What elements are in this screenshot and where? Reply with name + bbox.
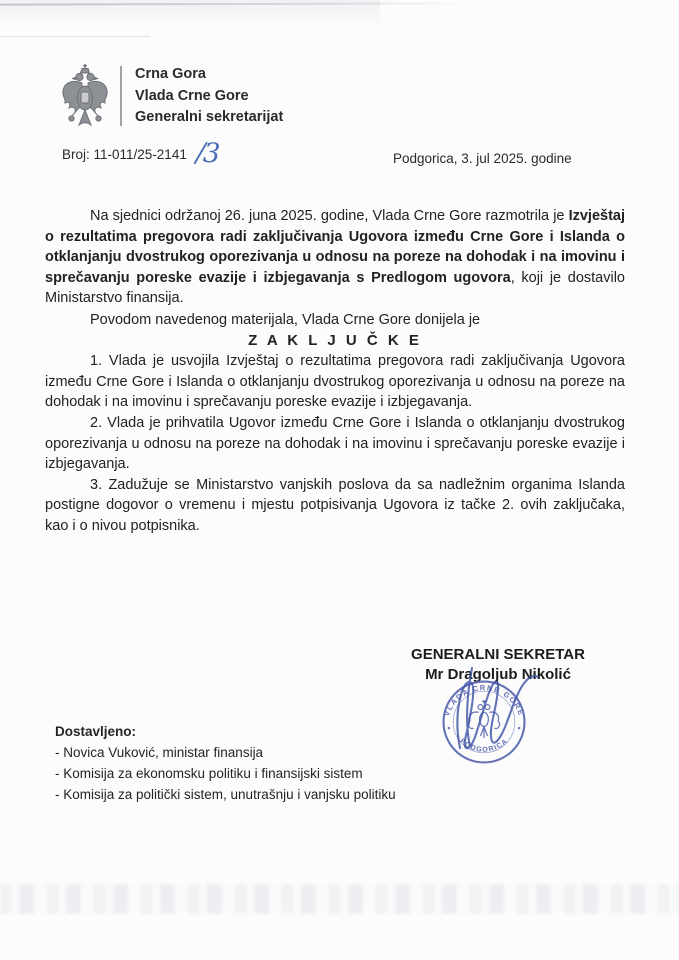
stamp-ring-text-bottom: PODGORICA — [458, 736, 510, 754]
conclusions-heading: Z A K L J U Č K E — [248, 331, 422, 349]
signature-scrawl-icon — [432, 652, 564, 774]
letterhead-department: Generalni sekretarijat — [135, 109, 284, 125]
distribution-label: Dostavljeno: — [55, 724, 137, 739]
signatory-title: GENERALNI SEKRETAR — [411, 646, 585, 663]
conclusion-item-3: 3. Zadužuje se Ministarstvo vanjskih poslova da sa nadležnim organima Islanda postigne dogovor o vremenu i mjestu potpisivanja Ugovora iz tačke 2. ovih zaključaka, kao i o nivou potpisnika. — [45, 476, 625, 534]
signatory-name: Mr Dragoljub Nikolić — [425, 665, 571, 683]
paragraph-intro-end: , koji je dostavilo Ministarstvo finansija. — [45, 269, 625, 307]
reference-number: Broj: 11-011/25-2141 — [62, 147, 187, 162]
report-title-bold: Izvještaj o rezultatima pregovora radi zaključivanja Ugovora između Crne Gore i Islanda o otklanjanju dvostrukog oporezivanja u odnosu na poreze na dohodak i na imovinu i sprečavanju poreske evazije i izbjegavanja s Predlogom ugovora — [45, 208, 625, 286]
distribution-item-3: - Komisija za politički sistem, unutrašnju i vanjsku politiku — [55, 787, 396, 802]
letterhead-divider — [120, 66, 122, 126]
conclusion-item-1: 1. Vlada je usvojila Izvještaj o rezultatima pregovora radi zaključivanja Ugovora između Crne Gore i Islanda o otklanjanju dvostrukog oporezivanja u odnosu na poreze na dohodak i na imovinu i sprečavanju poreske evazije i izbjegavanja. — [45, 353, 625, 411]
distribution-item-2: - Komisija za ekonomsku politiku i finansijski sistem — [55, 766, 363, 781]
paragraph-intro-start: Na sjednici održanoj 26. juna 2025. godine, Vlada Crne Gore razmotrila je — [90, 208, 569, 224]
distribution-item-1: - Novica Vuković, ministar finansija — [55, 745, 264, 760]
paragraph-intro — [45, 206, 625, 309]
scan-bleedthrough-band — [0, 884, 679, 914]
letterhead-country: Crna Gora — [135, 66, 206, 82]
montenegro-coat-of-arms-icon — [60, 64, 110, 128]
stamp-ring-text-top: VLADA CRNE GORE — [441, 683, 527, 718]
letterhead-government: Vlada Crne Gore — [135, 87, 249, 104]
scan-artifact-line — [0, 36, 150, 37]
distribution-list — [55, 721, 396, 805]
document-body — [45, 206, 625, 537]
handwritten-case-suffix: /3 — [195, 137, 220, 170]
place-and-date: Podgorica, 3. jul 2025. godine — [393, 151, 572, 166]
conclusion-item-2: 2. Vlada je prihvatila Ugovor između Crne Gore i Islanda o otklanjanju dvostrukog oporezivanja u odnosu na poreze na dohodak i na imovinu i sprečavanju poreske evazije i izbjegavanja. — [45, 414, 625, 473]
paragraph-decision-lead: Povodom navedenog materijala, Vlada Crne Gore donijela je — [90, 311, 481, 328]
letterhead — [60, 64, 283, 129]
